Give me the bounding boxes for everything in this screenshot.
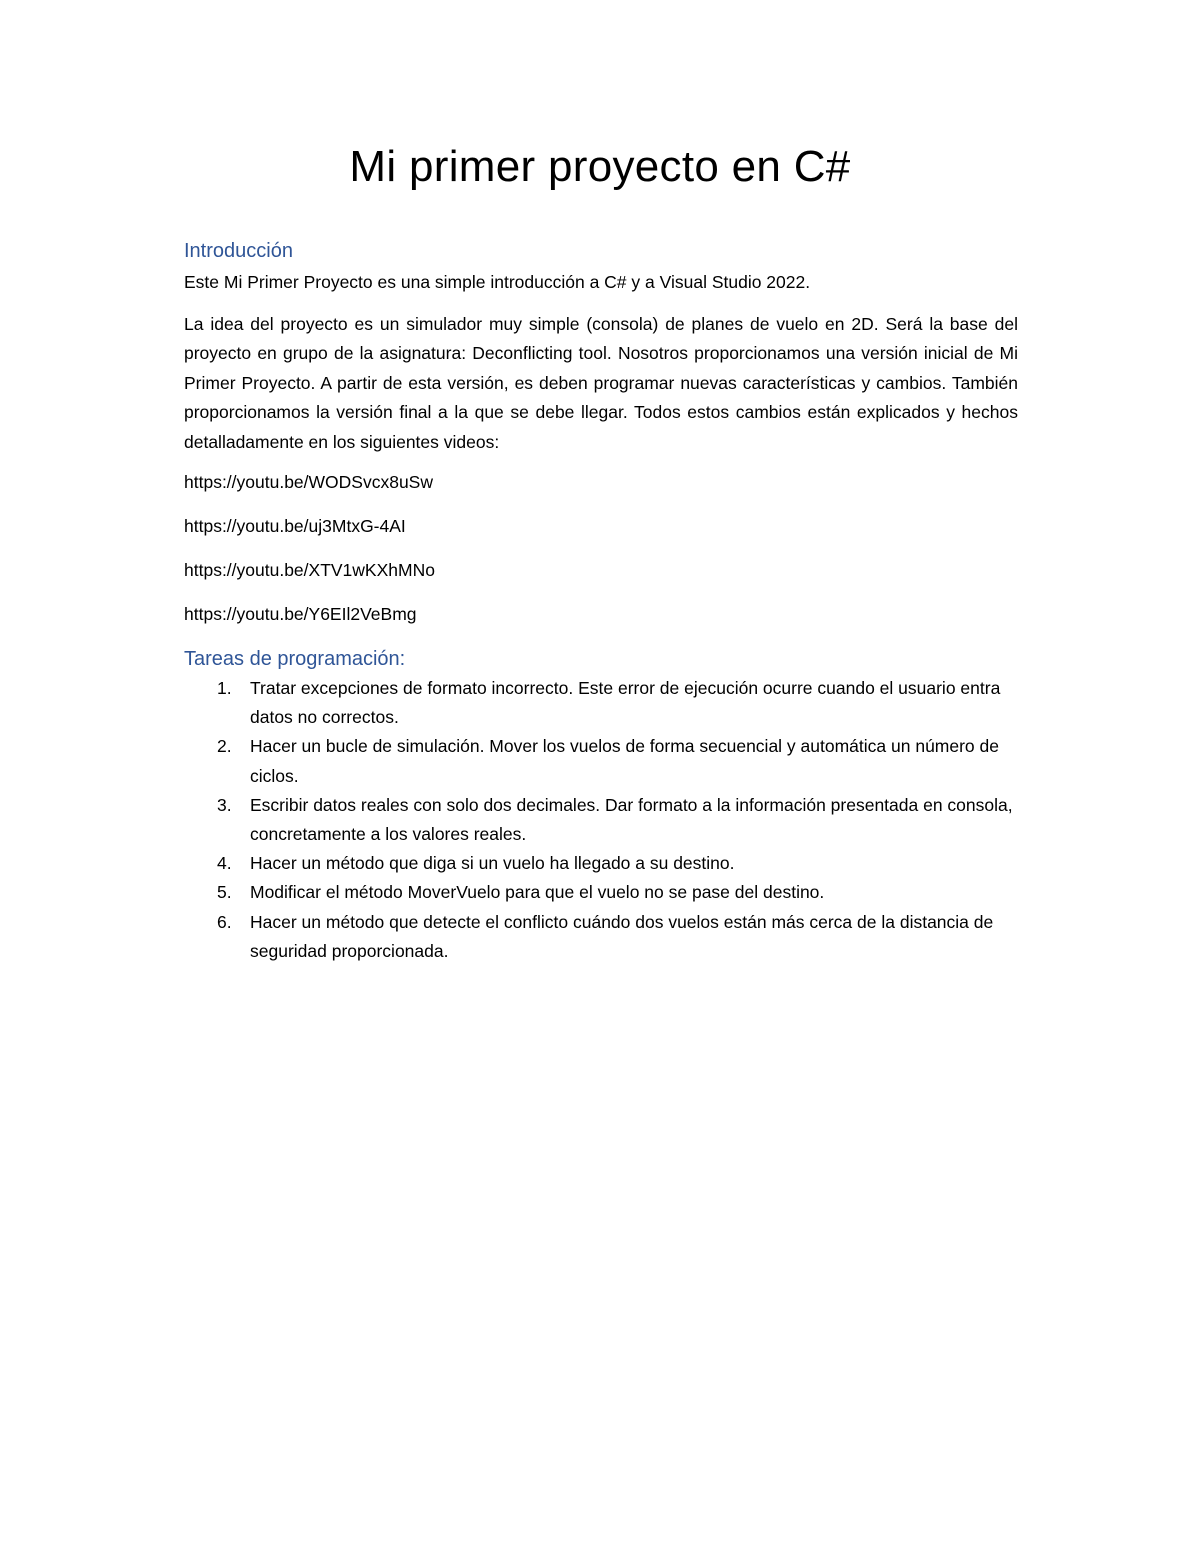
list-item-text: Hacer un bucle de simulación. Mover los vuelos de forma secuencial y automática un número de ciclos. [250,736,999,786]
video-link-2[interactable]: https://youtu.be/uj3MtxG-4AI [184,516,406,536]
list-item-number: 3. [217,794,232,815]
list-item-number: 2. [217,736,232,757]
list-item-text: Tratar excepciones de formato incorrecto. Este error de ejecución ocurre cuando el usuario entra datos no correctos. [250,678,1001,728]
intro-paragraph: Este Mi Primer Proyecto es una simple introducción a C# y a Visual Studio 2022. [184,272,811,292]
list-item-number: 6. [217,911,232,932]
intro-heading: Introducción [184,240,293,262]
project-description-paragraph: La idea del proyecto es un simulador muy simple (consola) de planes de vuelo en 2D. Será la base del proyecto en grupo de la asignatura: Deconflicting tool. Nosotros proporcionamos una versión inicial de Mi Primer Proyecto. A partir de esta versión, es deben programar nuevas características y cambios. También proporcionamos la versión final a la que se debe llegar. Todos estos cambios están explicados y hechos detalladamente en los siguientes videos: [184,313,1018,452]
list-item [184,791,1018,849]
list-item-number: 1. [217,678,232,698]
tasks-heading: Tareas de programación: [184,648,406,670]
list-item-text: Escribir datos reales con solo dos decimales. Dar formato a la información presentada en consola, concretamente a los valores reales. [250,794,1013,845]
document-title: Mi primer proyecto en C# [349,142,851,191]
list-item-number: 5. [217,882,232,903]
list-item [184,732,1018,790]
document-body [184,236,1018,966]
video-link-1[interactable]: https://youtu.be/WODSvcx8uSw [184,472,433,492]
list-item-text: Modificar el método MoverVuelo para que el vuelo no se pase del destino. [250,882,825,903]
list-item-text: Hacer un método que detecte el conflicto cuándo dos vuelos están más cerca de la distancia de seguridad proporcionada. [250,911,994,961]
list-item-number: 4. [217,853,232,874]
task-list [184,674,1018,966]
list-item [184,878,1018,907]
list-item [184,849,1018,878]
list-item-text: Hacer un método que diga si un vuelo ha llegado a su destino. [250,853,735,874]
video-link-4[interactable]: https://youtu.be/Y6EIl2VeBmg [184,604,417,624]
list-item [184,674,1018,732]
list-item [184,908,1018,966]
video-link-3[interactable]: https://youtu.be/XTV1wKXhMNo [184,560,435,580]
